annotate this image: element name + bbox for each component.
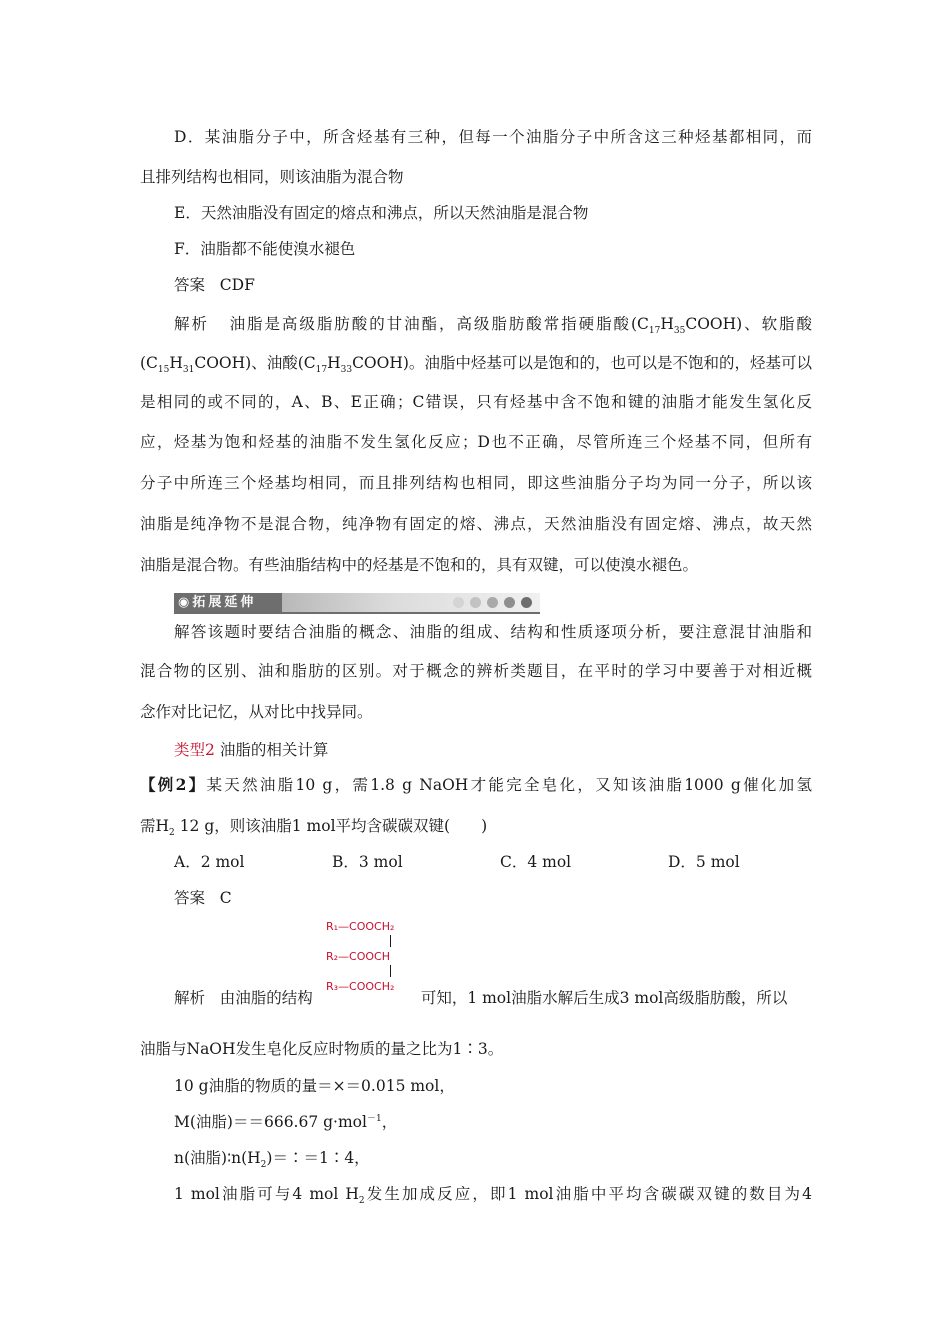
dot-icon bbox=[521, 597, 532, 608]
subscript: 2 bbox=[358, 1196, 365, 1207]
analysis-text: H bbox=[169, 354, 183, 372]
analysis-2-line3: 10 g油脂的物质的量＝×＝0.015 mol， bbox=[174, 1077, 455, 1095]
banner-dots bbox=[436, 597, 532, 608]
superscript: －1 bbox=[366, 1113, 382, 1124]
answer-2 bbox=[174, 887, 812, 909]
type2-title: 油脂的相关计算 bbox=[219, 741, 329, 759]
answer-value: CDF bbox=[219, 276, 255, 294]
option-f: F．油脂都不能使溴水褪色 bbox=[174, 240, 356, 258]
structure-row-3: R₃—COOCH₂ bbox=[326, 980, 395, 993]
example-text: 某天然油脂10 g，需1.8 g NaOH才能完全皂化，又知该油脂1000 g催化加氢 bbox=[206, 776, 812, 794]
choice-a: A．2 mol bbox=[174, 853, 245, 871]
dot-icon bbox=[436, 597, 447, 608]
analysis-text: 发生加成反应，即1 mol油脂中平均含碳碳双键的数目为4 bbox=[364, 1185, 812, 1203]
extension-banner bbox=[174, 593, 540, 614]
choice-d: D．5 mol bbox=[668, 853, 740, 871]
analysis-1-line6: 油脂是纯净物不是混合物，纯净物有固定的熔、沸点，天然油脂没有固定熔、沸点，故天然 bbox=[140, 515, 812, 533]
extension-line3: 念作对比记忆，从对比中找异同。 bbox=[140, 703, 373, 721]
option-e: E．天然油脂没有固定的熔点和沸点，所以天然油脂是混合物 bbox=[174, 204, 589, 222]
analysis-2-line6 bbox=[174, 1183, 812, 1205]
analysis-2-line1 bbox=[174, 987, 812, 1009]
structure-row-1: R₁—COOCH₂ bbox=[326, 920, 395, 933]
subscript: 17 bbox=[315, 365, 328, 376]
answer-label: 答案 bbox=[174, 889, 206, 907]
subscript: 15 bbox=[157, 365, 170, 376]
analysis-text: COOH)。油脂中烃基可以是饱和的，也可以是不饱和的，烃基可以 bbox=[352, 354, 812, 372]
subscript: 2 bbox=[169, 828, 175, 839]
analysis-text: M(油脂)＝＝666.67 g·mol bbox=[174, 1113, 367, 1131]
analysis-1-line5: 分子中所连三个烃基均相同，而且排列结构也相同，即这些油脂分子均为同一分子，所以该 bbox=[140, 474, 812, 492]
bond-line bbox=[390, 935, 391, 947]
analysis-text: 由油脂的结构 bbox=[219, 989, 313, 1007]
subscript: 31 bbox=[182, 365, 195, 376]
analysis-2-line2: 油脂与NaOH发生皂化反应时物质的量之比为1∶3。 bbox=[140, 1040, 504, 1058]
analysis-text: H bbox=[327, 354, 341, 372]
dot-icon bbox=[453, 597, 464, 608]
subscript: 2 bbox=[260, 1160, 267, 1171]
analysis-text: 可知，1 mol油脂水解后生成3 mol高级脂肪酸，所以 bbox=[420, 989, 788, 1007]
analysis-text: 1 mol油脂可与4 mol H bbox=[174, 1185, 359, 1203]
choice-b: B．3 mol bbox=[332, 853, 403, 871]
analysis-1-line2 bbox=[140, 352, 812, 374]
analysis-label: 解析 bbox=[174, 315, 209, 333]
type2-label: 类型2 bbox=[174, 741, 215, 759]
extension-line1: 解答该题时要结合油脂的概念、油脂的组成、结构和性质逐项分析，要注意混甘油脂和 bbox=[174, 623, 812, 641]
subscript: 35 bbox=[673, 326, 686, 337]
analysis-text: )＝∶＝1∶4， bbox=[266, 1149, 370, 1167]
dot-icon bbox=[487, 597, 498, 608]
analysis-text: COOH)、油酸(C bbox=[194, 354, 316, 372]
analysis-text: H bbox=[660, 315, 674, 333]
analysis-2-line5 bbox=[174, 1147, 812, 1169]
example-text: 12 g，则该油脂1 mol平均含碳碳双键( ) bbox=[174, 817, 488, 835]
answer-value: C bbox=[219, 889, 232, 907]
analysis-text: ， bbox=[381, 1113, 398, 1131]
bond-line bbox=[390, 965, 391, 977]
example-label: 【例2】 bbox=[140, 775, 207, 794]
analysis-text: (C bbox=[140, 354, 158, 372]
banner-label: ◉拓展延伸 bbox=[174, 593, 282, 612]
analysis-1-line7: 油脂是混合物。有些油脂结构中的烃基是不饱和的，具有双键，可以使溴水褪色。 bbox=[140, 556, 699, 574]
example2-line2 bbox=[140, 815, 812, 837]
dot-icon bbox=[504, 597, 515, 608]
analysis-1-line1 bbox=[174, 313, 812, 335]
analysis-1-line4: 应，烃基为饱和烃基的油脂不发生氢化反应；D也不正确，尽管所连三个烃基不同，但所有 bbox=[140, 433, 812, 451]
subscript: 17 bbox=[648, 326, 661, 337]
type2-heading bbox=[174, 739, 812, 761]
dot-icon bbox=[470, 597, 481, 608]
analysis-2-line4 bbox=[174, 1111, 812, 1133]
answer-label: 答案 bbox=[174, 276, 206, 294]
analysis-text: COOH)、软脂酸 bbox=[685, 315, 812, 333]
analysis-1-line3: 是相同的或不同的，A、B、E正确；C错误，只有烃基中含不饱和键的油脂才能发生氢化反 bbox=[140, 393, 812, 411]
subscript: 33 bbox=[340, 365, 353, 376]
choice-c: C．4 mol bbox=[500, 853, 572, 871]
extension-line2: 混合物的区别、油和脂肪的区别。对于概念的辨析类题目，在平时的学习中要善于对相近概 bbox=[140, 662, 812, 680]
example2-line1 bbox=[140, 774, 812, 796]
option-d-line2: 且排列结构也相同，则该油脂为混合物 bbox=[140, 168, 404, 186]
structure-row-2: R₂—COOCH bbox=[326, 950, 391, 963]
analysis-text: n(油脂)∶n(H bbox=[174, 1149, 261, 1167]
example-text: 需H bbox=[140, 817, 170, 835]
answer-1 bbox=[174, 274, 812, 296]
analysis-text: 油脂是高级脂肪酸的甘油酯，高级脂肪酸常指硬脂酸(C bbox=[229, 315, 649, 333]
option-d-line1: D．某油脂分子中，所含烃基有三种，但每一个油脂分子中所含这三种烃基都相同，而 bbox=[174, 128, 812, 146]
analysis-label: 解析 bbox=[174, 989, 206, 1007]
